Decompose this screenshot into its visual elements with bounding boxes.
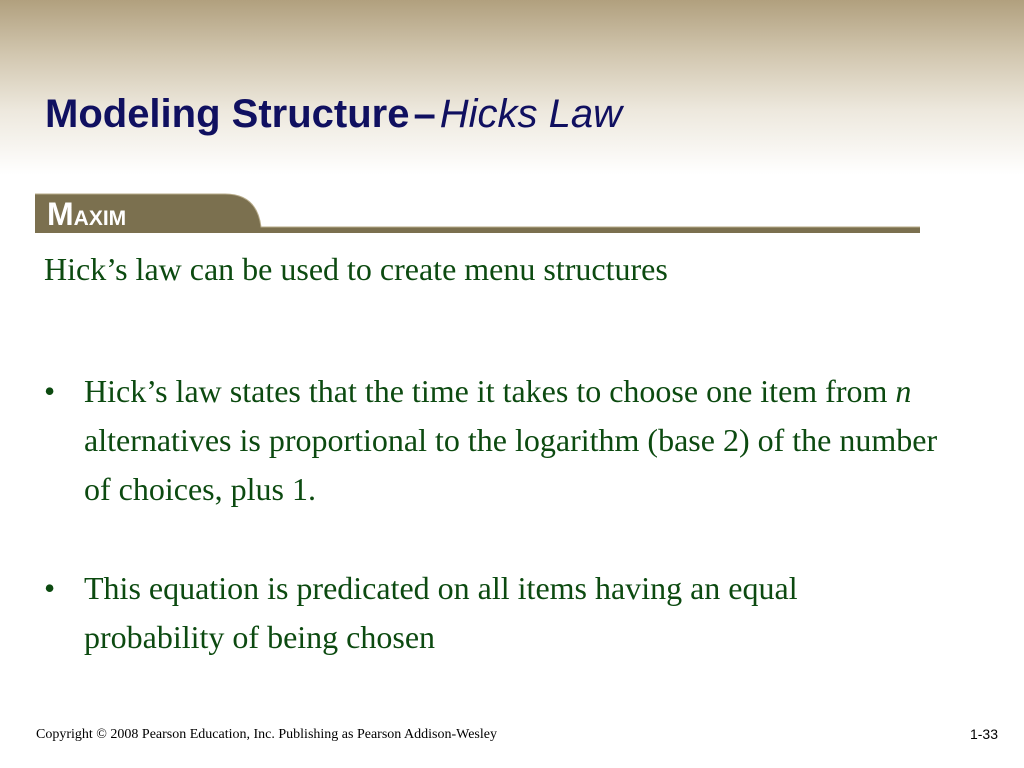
maxim-label-initial: M <box>47 196 74 232</box>
copyright-footer: Copyright © 2008 Pearson Education, Inc. Publishing as Pearson Addison-Wesley <box>36 727 497 742</box>
title-dash: – <box>413 92 436 136</box>
bullet-item <box>44 564 944 662</box>
bullet-text-before: Hick’s law states that the time it takes to choose one item from <box>84 373 896 409</box>
bullet-italic-variable: n <box>895 373 912 409</box>
maxim-banner <box>35 193 920 235</box>
bullet-text-after: alternatives is proportional to the logarithm (base 2) of the number of choices, plus 1. <box>84 422 938 507</box>
bullet-marker: • <box>44 570 56 606</box>
maxim-tab-shape <box>35 193 920 235</box>
page-number: 1-33 <box>969 726 998 742</box>
title-emphasis: Hicks Law <box>439 92 622 136</box>
maxim-label <box>47 196 126 237</box>
bullet-item <box>44 367 944 514</box>
bullet-marker: • <box>44 373 56 409</box>
maxim-label-rest: AXIM <box>73 207 127 230</box>
bullet-text: This equation is predicated on all items having an equal probability of being chosen <box>84 570 798 655</box>
maxim-text: Hick’s law can be used to create menu structures <box>44 251 668 287</box>
slide-title <box>45 88 622 140</box>
title-main: Modeling Structure <box>45 92 410 136</box>
bullet-list <box>44 367 944 712</box>
